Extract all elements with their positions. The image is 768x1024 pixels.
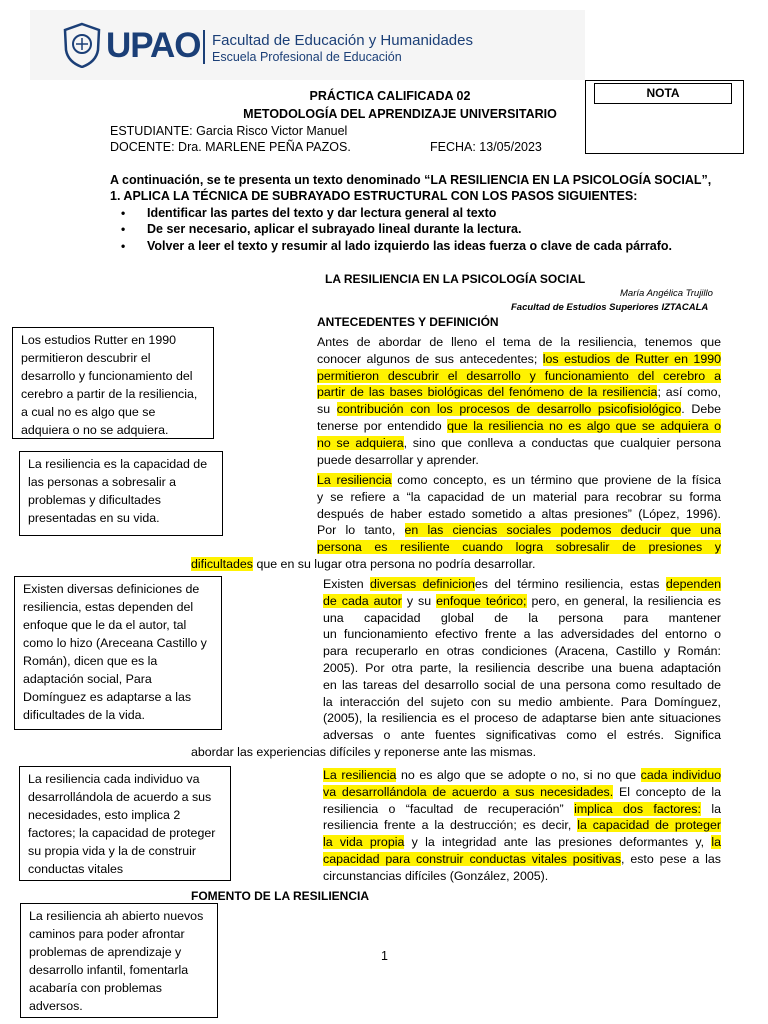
- paragraph-line: [323, 727, 721, 744]
- paragraph-line: [317, 435, 721, 452]
- text-run: , sino que conlleva a conductas que cualquier persona: [403, 435, 721, 450]
- paragraph-line: [317, 351, 721, 368]
- paragraph-3-tail: [191, 744, 731, 761]
- instruction-bullet: •: [121, 222, 126, 236]
- course-title: METODOLOGÍA DEL APRENDIZAJE UNIVERSITARIO: [243, 107, 557, 121]
- paragraph-line: [323, 834, 721, 851]
- grade-label: NOTA: [594, 83, 732, 104]
- paragraph-line: [317, 418, 721, 435]
- highlighted-text: capacidad para construir conductas vitales positivas: [323, 851, 622, 866]
- paragraph-line: [323, 660, 721, 677]
- paragraph-line: [317, 384, 721, 401]
- summary-note: Existen diversas definiciones de resiliencia, estas dependen del enfoque que le da el autor, tal como lo hizo (Areceana Castillo y Román), dicen que es la adaptación social, Para Domínguez es adaptarse a las dificultades de la vida.: [14, 576, 222, 730]
- highlighted-text: partir de las bases biológicas del fenómeno de la resiliencia: [317, 385, 658, 400]
- text-run: Por lo tanto,: [317, 523, 405, 538]
- instructions-step: 1. APLICA LA TÉCNICA DE SUBRAYADO ESTRUCTURAL CON LOS PASOS SIGUIENTES:: [110, 189, 638, 203]
- text-run: circunstancias difíciles (González, 2005).: [323, 868, 549, 883]
- paragraph-line: [323, 593, 721, 610]
- paragraph-line: [317, 522, 721, 539]
- instruction-item: De ser necesario, aplicar el subrayado lineal durante la lectura.: [147, 222, 522, 236]
- text-run: tenerse por entendido: [317, 418, 448, 433]
- highlighted-text: enfoque teórico;: [436, 593, 527, 608]
- highlighted-text: la: [711, 835, 722, 850]
- text-run: pero, en general, la resiliencia es: [526, 593, 722, 608]
- paragraph-line: [317, 539, 721, 556]
- text-run: abordar las experiencias difíciles y reponerse ante las mismas.: [191, 745, 537, 759]
- text-run: Existen: [323, 577, 371, 591]
- highlighted-text: de cada autor: [323, 593, 402, 608]
- summary-note: La resiliencia cada individuo va desarrollándola de acuerdo a sus necesidades, esto implica 2 factores; la capacidad de proteger su propia vida y la de construir conductas vitales: [19, 766, 231, 881]
- paragraph-line: [323, 868, 721, 885]
- highlighted-text: que la resiliencia no es algo que se adquiera o: [447, 418, 721, 433]
- paragraph-line: [191, 744, 731, 761]
- text-run: y la integridad ante las presiones deformantes y,: [404, 835, 712, 850]
- highlighted-text: la capacidad de proteger: [577, 818, 721, 833]
- highlighted-text: implica dos factores:: [574, 801, 701, 816]
- text-run: resiliencia frente a la destrucción; es decir,: [323, 818, 578, 833]
- article-title: LA RESILIENCIA EN LA PSICOLOGÍA SOCIAL: [325, 272, 586, 286]
- paragraph-line: [323, 643, 721, 660]
- school-name: Escuela Profesional de Educación: [212, 50, 402, 64]
- logo-divider: [203, 30, 205, 64]
- text-run: un funcionamiento efectivo frente a las adversidades del entorno o: [323, 627, 721, 642]
- text-run: y se refiere a “la capacidad de un material para recobrar su forma: [317, 489, 721, 504]
- paragraph-line: [323, 784, 721, 801]
- paragraph-line: [323, 610, 721, 627]
- paragraph-line: [317, 489, 721, 506]
- paragraph-2-tail: [191, 556, 731, 573]
- text-run: (2005), la resiliencia es el proceso de adaptarse bien ante situaciones: [323, 711, 721, 726]
- text-run: que en su lugar otra persona no podría desarrollar.: [253, 557, 536, 571]
- text-run: conocer algunos de sus antecedentes;: [317, 351, 543, 366]
- paragraph-line: [323, 801, 721, 818]
- text-run: y su: [401, 593, 437, 608]
- paragraph-4: [323, 767, 721, 885]
- paragraph-line: [323, 710, 721, 727]
- text-run: la interacción del sujeto con su medio ambiente. Para Domínguez,: [323, 694, 721, 709]
- paragraph-3: [323, 576, 721, 744]
- paragraph-2: [317, 472, 721, 556]
- paragraph-line: [191, 556, 731, 573]
- date-info: FECHA: 13/05/2023: [430, 140, 542, 154]
- text-run: para recuperarlo en otras condiciones (Aracena, Castillo y Román:: [323, 644, 721, 659]
- text-run: . Debe: [681, 402, 721, 417]
- student-info: ESTUDIANTE: Garcia Risco Victor Manuel: [110, 124, 348, 138]
- paragraph-line: [317, 452, 721, 469]
- article-institution: Facultad de Estudios Superiores IZTACALA: [511, 302, 709, 313]
- exam-title: PRÁCTICA CALIFICADA 02: [309, 89, 471, 103]
- text-run: resiliencia o “facultad de recuperación”: [323, 801, 575, 816]
- summary-note: Los estudios Rutter en 1990 permitieron descubrir el desarrollo y funcionamiento del cerebro a partir de la resiliencia, a cual no es algo que se adquiera o no se adquiera.: [12, 327, 214, 439]
- paragraph-line: [323, 694, 721, 711]
- paragraph-line: [323, 851, 721, 868]
- highlighted-text: cada individuo: [640, 768, 721, 782]
- text-run: ; así como,: [657, 385, 721, 400]
- text-run: como concepto, es un término que proviene de la física: [391, 473, 721, 487]
- highlighted-text: dependen: [665, 577, 721, 591]
- summary-note: La resiliencia es la capacidad de las personas a sobresalir a problemas y dificultades presentadas en su vida.: [19, 451, 223, 536]
- text-run: Antes de abordar de lleno el tema de la resiliencia, tenemos que: [317, 335, 721, 349]
- highlighted-text: la vida propia: [323, 835, 405, 850]
- text-run: El concepto de la: [613, 784, 721, 799]
- summary-note: La resiliencia ah abierto nuevos caminos para poder afrontar problemas de aprendizaje y desarrollo infantil, fomentarla acabaría con problemas adversos.: [20, 903, 218, 1018]
- text-run: puede desarrollar y aprender.: [317, 452, 479, 467]
- text-run: adversas o ante fuentes significativas como el estrés. Significa: [323, 728, 721, 743]
- faculty-name: Facultad de Educación y Humanidades: [212, 32, 473, 49]
- highlighted-text: persona es resiliente cuando logra sobresalir de presiones y: [317, 540, 721, 555]
- paragraph-line: [323, 767, 721, 784]
- text-run: en las tareas del desarrollo social de una persona como resultado de: [323, 677, 721, 692]
- highlighted-text: los estudios de Rutter en 1990: [542, 351, 721, 366]
- section-heading: FOMENTO DE LA RESILIENCIA: [191, 889, 370, 903]
- highlighted-text: no se adquiera: [317, 435, 404, 450]
- text-run: la: [700, 801, 722, 816]
- paragraph-line: [317, 368, 721, 385]
- university-logo-text: UPAO: [106, 26, 201, 65]
- text-run: es del término resiliencia, estas: [474, 577, 666, 591]
- teacher-info: DOCENTE: Dra. MARLENE PEÑA PAZOS.: [110, 140, 351, 154]
- instruction-item: Identificar las partes del texto y dar lectura general al texto: [147, 206, 497, 220]
- highlighted-text: en las ciencias sociales podemos deducir que una: [404, 523, 721, 538]
- highlighted-text: contribución con los procesos de desarrollo psicofisiológico: [336, 402, 682, 417]
- text-run: después de haber estado sometido a altas presiones” (López, 1996).: [317, 506, 721, 521]
- paragraph-line: [323, 817, 721, 834]
- paragraph-line: [323, 626, 721, 643]
- paragraph-line: [317, 472, 721, 489]
- instruction-bullet: •: [121, 206, 126, 220]
- paragraph-line: [323, 576, 721, 593]
- paragraph-line: [317, 334, 721, 351]
- paragraph-line: [323, 677, 721, 694]
- paragraph-line: [317, 506, 721, 523]
- text-run: , esto pese a las: [621, 851, 721, 866]
- highlighted-text: dificultades: [191, 557, 253, 571]
- article-author: María Angélica Trujillo: [620, 288, 713, 299]
- page-number: 1: [381, 949, 388, 963]
- highlighted-text: La resiliencia: [317, 473, 392, 487]
- text-run: 2005). Por otra parte, la resiliencia describe una buena adaptación: [323, 660, 721, 675]
- text-run: su: [317, 402, 337, 417]
- instructions-intro: A continuación, se te presenta un texto denominado “LA RESILIENCIA EN LA PSICOLOGÍA SOCIAL”,: [110, 173, 712, 187]
- instruction-item: Volver a leer el texto y resumir al lado izquierdo las ideas fuerza o clave de cada párrafo.: [147, 239, 672, 253]
- paragraph-line: [317, 401, 721, 418]
- text-run: no es algo que se adopte o no, si no que: [396, 768, 641, 782]
- highlighted-text: va desarrollándola de acuerdo a sus necesidades.: [323, 784, 614, 799]
- highlighted-text: La resiliencia: [323, 768, 397, 782]
- instruction-bullet: •: [121, 239, 126, 253]
- section-heading: ANTECEDENTES Y DEFINICIÓN: [317, 315, 499, 329]
- text-run: una capacidad global de la persona para mantener: [323, 610, 721, 625]
- paragraph-1: [317, 334, 721, 468]
- highlighted-text: permitieron descubrir el desarrollo y funcionamiento del cerebro a: [317, 368, 721, 383]
- university-seal-icon: [62, 22, 102, 68]
- highlighted-text: diversas definicion: [370, 577, 475, 591]
